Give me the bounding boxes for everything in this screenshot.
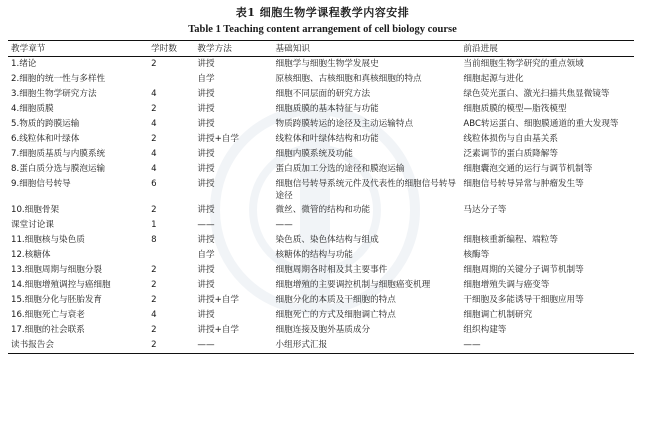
table-row: [8, 147, 634, 162]
cell-hours: 6: [151, 179, 157, 189]
cell-method: 讲授: [197, 119, 215, 129]
cell-basics: 细胞学与细胞生物学发展史: [275, 59, 379, 69]
table-caption: [0, 6, 645, 36]
cell-method: 讲授: [197, 149, 215, 159]
cell-basics: 细胞周期各时相及其主要事件: [275, 265, 388, 275]
cell-method: ——: [194, 338, 272, 354]
table-row: [8, 263, 634, 278]
header-basics: 基础知识: [273, 41, 461, 57]
cell-method: 讲授+自学: [197, 325, 239, 335]
cell-chapter: 4.细胞质膜: [11, 104, 54, 114]
cell-frontier: 细胞增殖失调与癌变等: [463, 280, 550, 290]
cell-chapter: 9.细胞信号转导: [11, 179, 71, 189]
cell-chapter: 1.绪论: [11, 59, 37, 69]
cell-chapter: 12.核糖体: [11, 250, 51, 260]
header-method: 教学方法: [194, 41, 272, 57]
cell-method: 讲授: [197, 104, 215, 114]
table-row: [8, 177, 634, 203]
cell-hours: 2: [151, 280, 157, 290]
cell-hours: 4: [151, 310, 157, 320]
cell-hours: 2: [151, 59, 157, 69]
cell-basics: 蛋白质加工分选的途径和膜泡运输: [275, 164, 405, 174]
cell-hours: 2: [151, 325, 157, 335]
cell-chapter: 10.细胞骨架: [11, 205, 60, 215]
cell-method: 自学: [197, 250, 215, 260]
cell-frontier: 细胞囊泡交通的运行与调节机制等: [463, 164, 593, 174]
header-hours: 学时数: [148, 41, 194, 57]
table-row: [8, 233, 634, 248]
cell-basics: 核糖体的结构与功能: [275, 250, 353, 260]
cell-hours: 4: [151, 164, 157, 174]
cell-hours: 4: [151, 119, 157, 129]
cell-hours: 2: [151, 205, 157, 215]
cell-basics: 细胞信号转导系统元件及代表性的细胞信号转导途径: [275, 179, 457, 201]
cell-hours: 4: [151, 149, 157, 159]
cell-method: 讲授: [197, 280, 215, 290]
cell-frontier: 细胞起源与进化: [463, 74, 524, 84]
cell-frontier: 细胞核重新编程、端粒等: [463, 235, 558, 245]
cell-method: 讲授: [197, 89, 215, 99]
table-header-row: [8, 41, 634, 57]
cell-method: 讲授: [197, 164, 215, 174]
cell-method: 讲授+自学: [197, 295, 239, 305]
cell-chapter: 6.线粒体和叶绿体: [11, 134, 80, 144]
cell-frontier: 细胞质膜的模型—脂筏模型: [463, 104, 567, 114]
cell-hours: 8: [151, 235, 157, 245]
table-row: [8, 203, 634, 218]
cell-chapter: 读书报告会: [8, 338, 148, 354]
cell-hours: 2: [151, 104, 157, 114]
cell-chapter: 11.细胞核与染色质: [11, 235, 85, 245]
cell-basics: 原核细胞、古核细胞和真核细胞的特点: [275, 74, 422, 84]
table-row: [8, 72, 634, 87]
cell-frontier: 线粒体损伤与自由基关系: [463, 134, 558, 144]
cell-chapter: 5.物质的跨膜运输: [11, 119, 80, 129]
cell-hours: 2: [151, 265, 157, 275]
cell-hours: 2: [151, 134, 157, 144]
table-row: [8, 102, 634, 117]
cell-method: 自学: [197, 74, 215, 84]
course-content-table: [8, 40, 634, 354]
table-row: [8, 132, 634, 147]
table-row: [8, 57, 634, 73]
cell-chapter: 3.细胞生物学研究方法: [11, 89, 97, 99]
cell-basics: 细胞增殖的主要调控机制与细胞癌变机理: [275, 280, 431, 290]
cell-frontier: 组织构建等: [463, 325, 507, 335]
table-row: [8, 278, 634, 293]
cell-method: 讲授: [197, 205, 215, 215]
cell-basics: 细胞连接及胞外基质成分: [275, 325, 371, 335]
caption-english: Table 1 Teaching content arrangement of cell biology course: [188, 24, 457, 35]
cell-method: 讲授: [197, 235, 215, 245]
table-row: [8, 323, 634, 338]
cell-frontier: 细胞信号转导异常与肿瘤发生等: [463, 179, 584, 189]
cell-basics: 微丝、微管的结构和功能: [275, 205, 371, 215]
cell-chapter: 14.细胞增殖调控与癌细胞: [11, 280, 111, 290]
cell-frontier: 干细胞及多能诱导干细胞应用等: [463, 295, 584, 305]
cell-basics: 线粒体和叶绿体结构和功能: [275, 134, 379, 144]
cell-chapter: 7.细胞质基质与内膜系统: [11, 149, 106, 159]
cell-frontier: 泛素调节的蛋白质降解等: [463, 149, 558, 159]
cell-frontier: [460, 218, 634, 233]
cell-frontier: 马达分子等: [463, 205, 507, 215]
cell-hours: 4: [151, 89, 157, 99]
cell-method: 讲授: [197, 265, 215, 275]
cell-frontier: 绿色荧光蛋白、激光扫描共焦显微镜等: [463, 89, 610, 99]
cell-hours: 1: [151, 220, 157, 230]
cell-basics: 细胞死亡的方式及细胞调亡特点: [275, 310, 396, 320]
cell-method: 讲授: [197, 59, 215, 69]
table-row: [8, 338, 634, 354]
cell-chapter: 13.细胞周期与细胞分裂: [11, 265, 103, 275]
cell-hours: 2: [151, 295, 157, 305]
cell-frontier: 核酶等: [463, 250, 490, 260]
cell-chapter: 17.细胞的社会联系: [11, 325, 85, 335]
cell-frontier: ABC转运蛋白、细胞膜通道的重大发现等: [463, 119, 619, 129]
cell-chapter: 8.蛋白质分选与膜泡运输: [11, 164, 106, 174]
caption-chinese: 表1 细胞生物学课程教学内容安排: [235, 6, 410, 19]
cell-method: ——: [197, 220, 215, 230]
table-row: [8, 87, 634, 102]
cell-method: 讲授: [197, 310, 215, 320]
cell-chapter: 2.细胞的统一性与多样性: [11, 74, 106, 84]
table-row: [8, 308, 634, 323]
table-row: [8, 162, 634, 177]
cell-frontier: ——: [460, 338, 634, 354]
cell-frontier: 细胞周期的关键分子调节机制等: [463, 265, 584, 275]
cell-basics: 细胞分化的本质及干细胞的特点: [275, 295, 396, 305]
cell-method: 讲授: [197, 179, 215, 189]
cell-chapter: 15.细胞分化与胚胎发育: [11, 295, 103, 305]
cell-method: 讲授+自学: [197, 134, 239, 144]
header-chapter: 教学章节: [8, 41, 148, 57]
cell-basics: 细胞内膜系统及功能: [275, 149, 353, 159]
cell-basics: 细胞质膜的基本特征与功能: [275, 104, 379, 114]
cell-frontier: 细胞调亡机制研究: [463, 310, 533, 320]
cell-chapter: 16.细胞死亡与衰老: [11, 310, 85, 320]
table-row: [8, 218, 634, 233]
cell-frontier: 当前细胞生物学研究的重点领域: [463, 59, 584, 69]
cell-hours: [148, 248, 194, 263]
cell-basics: 小组形式汇报: [273, 338, 461, 354]
table-row: [8, 293, 634, 308]
table-row: [8, 248, 634, 263]
cell-hours: 2: [148, 338, 194, 354]
cell-basics: 染色质、染色体结构与组成: [275, 235, 379, 245]
cell-hours: [148, 72, 194, 87]
cell-basics: ——: [275, 220, 293, 230]
cell-basics: 物质跨膜转运的途径及主动运输特点: [275, 119, 414, 129]
cell-basics: 细胞不同层面的研究方法: [275, 89, 371, 99]
table-row: [8, 117, 634, 132]
header-frontier: 前沿进展: [460, 41, 634, 57]
cell-chapter: 课堂讨论课: [11, 220, 54, 230]
